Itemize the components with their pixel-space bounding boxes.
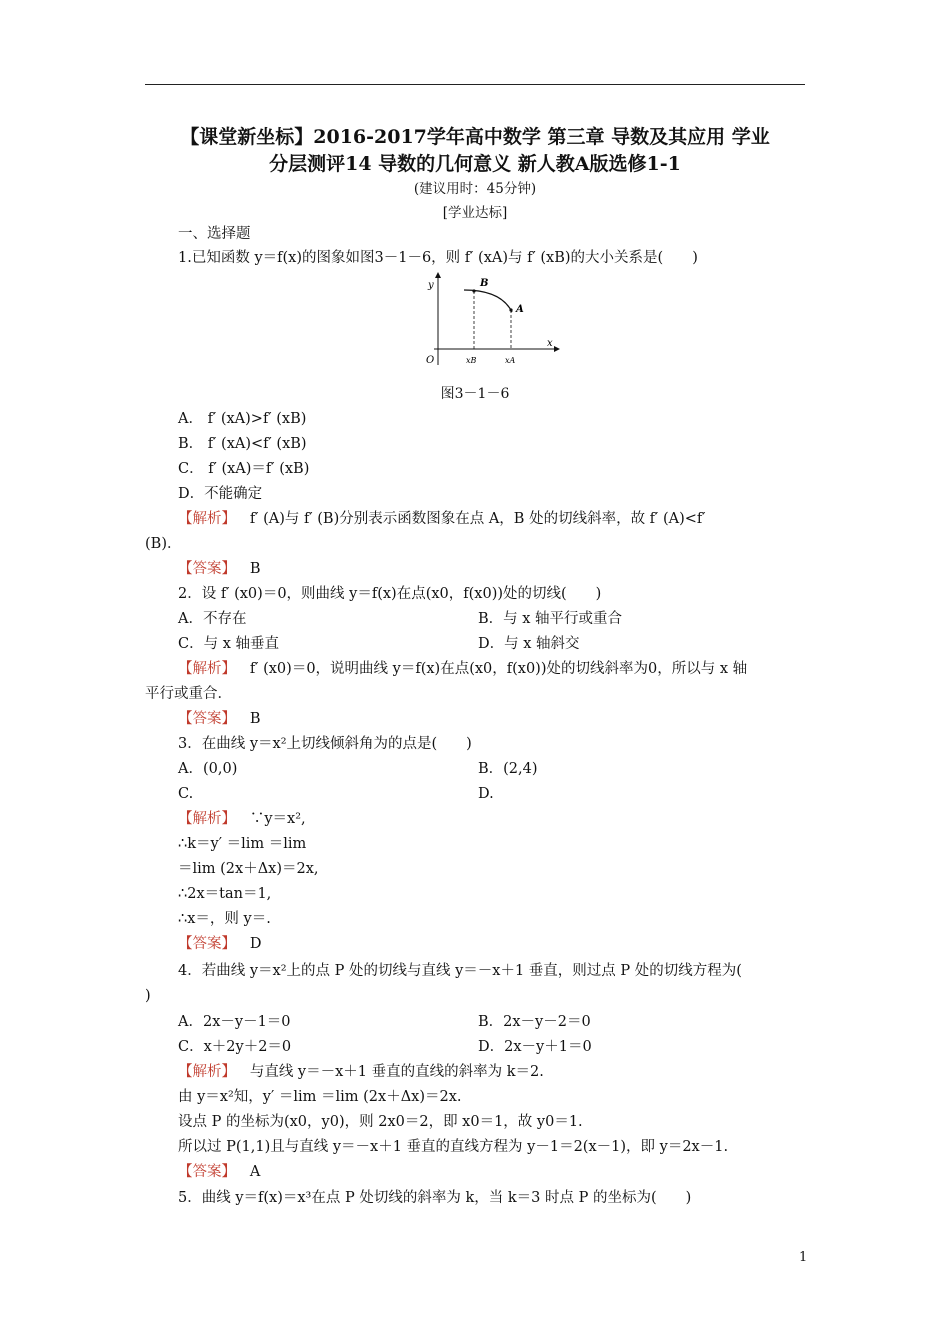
point-a-label: A <box>516 304 524 315</box>
page-number: 1 <box>799 1250 808 1265</box>
time-note: (建议用时：45分钟) <box>413 181 537 197</box>
q1-analysis <box>178 509 706 529</box>
y-axis-label: y <box>428 280 434 291</box>
q1-option-c: C． f′ (xA)＝f′ (xB) <box>178 461 310 477</box>
q2-analysis <box>178 659 747 679</box>
q3-analysis <box>178 809 306 829</box>
q1-analysis-text: f′ (A)与 f′ (B)分别表示函数图象在点 A，B 处的切线斜率，故 f′ (A)<f′ <box>249 511 706 527</box>
q3-analysis-line: ∴x＝，则 y＝. <box>178 911 271 927</box>
q4-option-d: D．2x－y＋1＝0 <box>478 1039 592 1055</box>
q3-analysis-line: ∴k＝y′ ＝lim ＝lim <box>178 836 307 852</box>
q3-answer-value: D <box>249 936 262 952</box>
tick-xb-label: xB <box>466 356 477 365</box>
q1-option-d: D．不能确定 <box>178 486 263 502</box>
q3-option-b: B．(2,4) <box>478 761 538 777</box>
section-heading: 一、选择题 <box>178 226 251 242</box>
q2-answer <box>178 709 260 729</box>
q2-option-d: D．与 x 轴斜交 <box>478 636 580 652</box>
q4-option-c: C．x＋2y＋2＝0 <box>178 1039 292 1055</box>
figure-caption: 图3－1－6 <box>440 386 510 402</box>
q3-option-a: A．(0,0) <box>178 761 238 777</box>
q4-analysis-line: 所以过 P(1,1)且与直线 y＝－x＋1 垂直的直线方程为 y－1＝2(x－1)，即 y＝2x－1. <box>178 1139 729 1155</box>
origin-label: O <box>426 355 435 366</box>
q4-analysis-line: 由 y＝x²知，y′ ＝lim ＝lim (2x＋Δx)＝2x. <box>178 1089 462 1105</box>
q3-answer <box>178 934 261 954</box>
q3-analysis-text: ∵y＝x², <box>249 811 306 827</box>
q1-option-a: A． f′ (xA)>f′ (xB) <box>178 411 307 427</box>
q3-stem: 3．在曲线 y＝x²上切线倾斜角为的点是( ) <box>178 736 472 752</box>
q2-stem: 2．设 f′ (x0)＝0，则曲线 y＝f(x)在点(x0，f(x0))处的切线( ) <box>178 586 602 602</box>
q1-answer-value: B <box>249 561 261 577</box>
q1-stem: 1.已知函数 y＝f(x)的图象如图3－1－6，则 f′ (xA)与 f′ (xB)的大小关系是( ) <box>178 250 698 266</box>
analysis-label: 【解析】 <box>178 511 236 527</box>
analysis-label: 【解析】 <box>178 1064 236 1080</box>
q4-analysis-text: 与直线 y＝－x＋1 垂直的直线的斜率为 k＝2. <box>249 1064 544 1080</box>
title-line-2: 分层测评14 导数的几何意义 新人教A版选修1-1 <box>269 153 681 175</box>
answer-label: 【答案】 <box>178 1164 236 1180</box>
q1-analysis-cont: (B)． <box>145 536 182 552</box>
q1-option-b: B． f′ (xA)<f′ (xB) <box>178 436 307 452</box>
q4-analysis <box>178 1062 544 1082</box>
q1-function-graph <box>420 270 560 368</box>
header-rule <box>145 84 805 85</box>
q3-option-c: C. <box>178 786 194 802</box>
q3-analysis-line: ∴2x＝tan＝1, <box>178 886 272 902</box>
q4-analysis-line: 设点 P 的坐标为(x0，y0)，则 2x0＝2，即 x0＝1，故 y0＝1. <box>178 1114 583 1130</box>
q1-answer <box>178 559 260 579</box>
x-axis-label: x <box>547 338 553 349</box>
q5-stem: 5．曲线 y＝f(x)＝x³在点 P 处切线的斜率为 k，当 k＝3 时点 P 的坐标为( ) <box>178 1190 692 1206</box>
q2-analysis-text: f′ (x0)＝0，说明曲线 y＝f(x)在点(x0，f(x0))处的切线斜率为0，所以与 x 轴 <box>249 661 748 677</box>
q2-answer-value: B <box>249 711 261 727</box>
analysis-label: 【解析】 <box>178 811 236 827</box>
q3-option-d: D. <box>478 786 494 802</box>
q4-answer-value: A <box>249 1164 261 1180</box>
q4-answer <box>178 1162 260 1182</box>
title-line-1: 【课堂新坐标】2016-2017学年高中数学 第三章 导数及其应用 学业 <box>180 126 770 148</box>
q4-stem-cont: ) <box>145 988 151 1004</box>
q4-option-b: B．2x－y－2＝0 <box>478 1014 591 1030</box>
q4-stem: 4．若曲线 y＝x²上的点 P 处的切线与直线 y＝－x＋1 垂直，则过点 P 处的切线方程为( <box>178 963 742 979</box>
section-tag: [学业达标] <box>442 205 508 221</box>
answer-label: 【答案】 <box>178 561 236 577</box>
answer-label: 【答案】 <box>178 711 236 727</box>
q3-analysis-line: ＝lim (2x＋Δx)＝2x, <box>178 861 319 877</box>
q2-option-a: A．不存在 <box>178 611 247 627</box>
answer-label: 【答案】 <box>178 936 236 952</box>
q2-option-b: B．与 x 轴平行或重合 <box>478 611 623 627</box>
point-b-label: B <box>480 278 489 289</box>
tick-xa-label: xA <box>505 356 516 365</box>
q4-option-a: A．2x－y－1＝0 <box>178 1014 291 1030</box>
q2-option-c: C．与 x 轴垂直 <box>178 636 279 652</box>
analysis-label: 【解析】 <box>178 661 236 677</box>
q2-analysis-cont: 平行或重合． <box>145 686 232 702</box>
